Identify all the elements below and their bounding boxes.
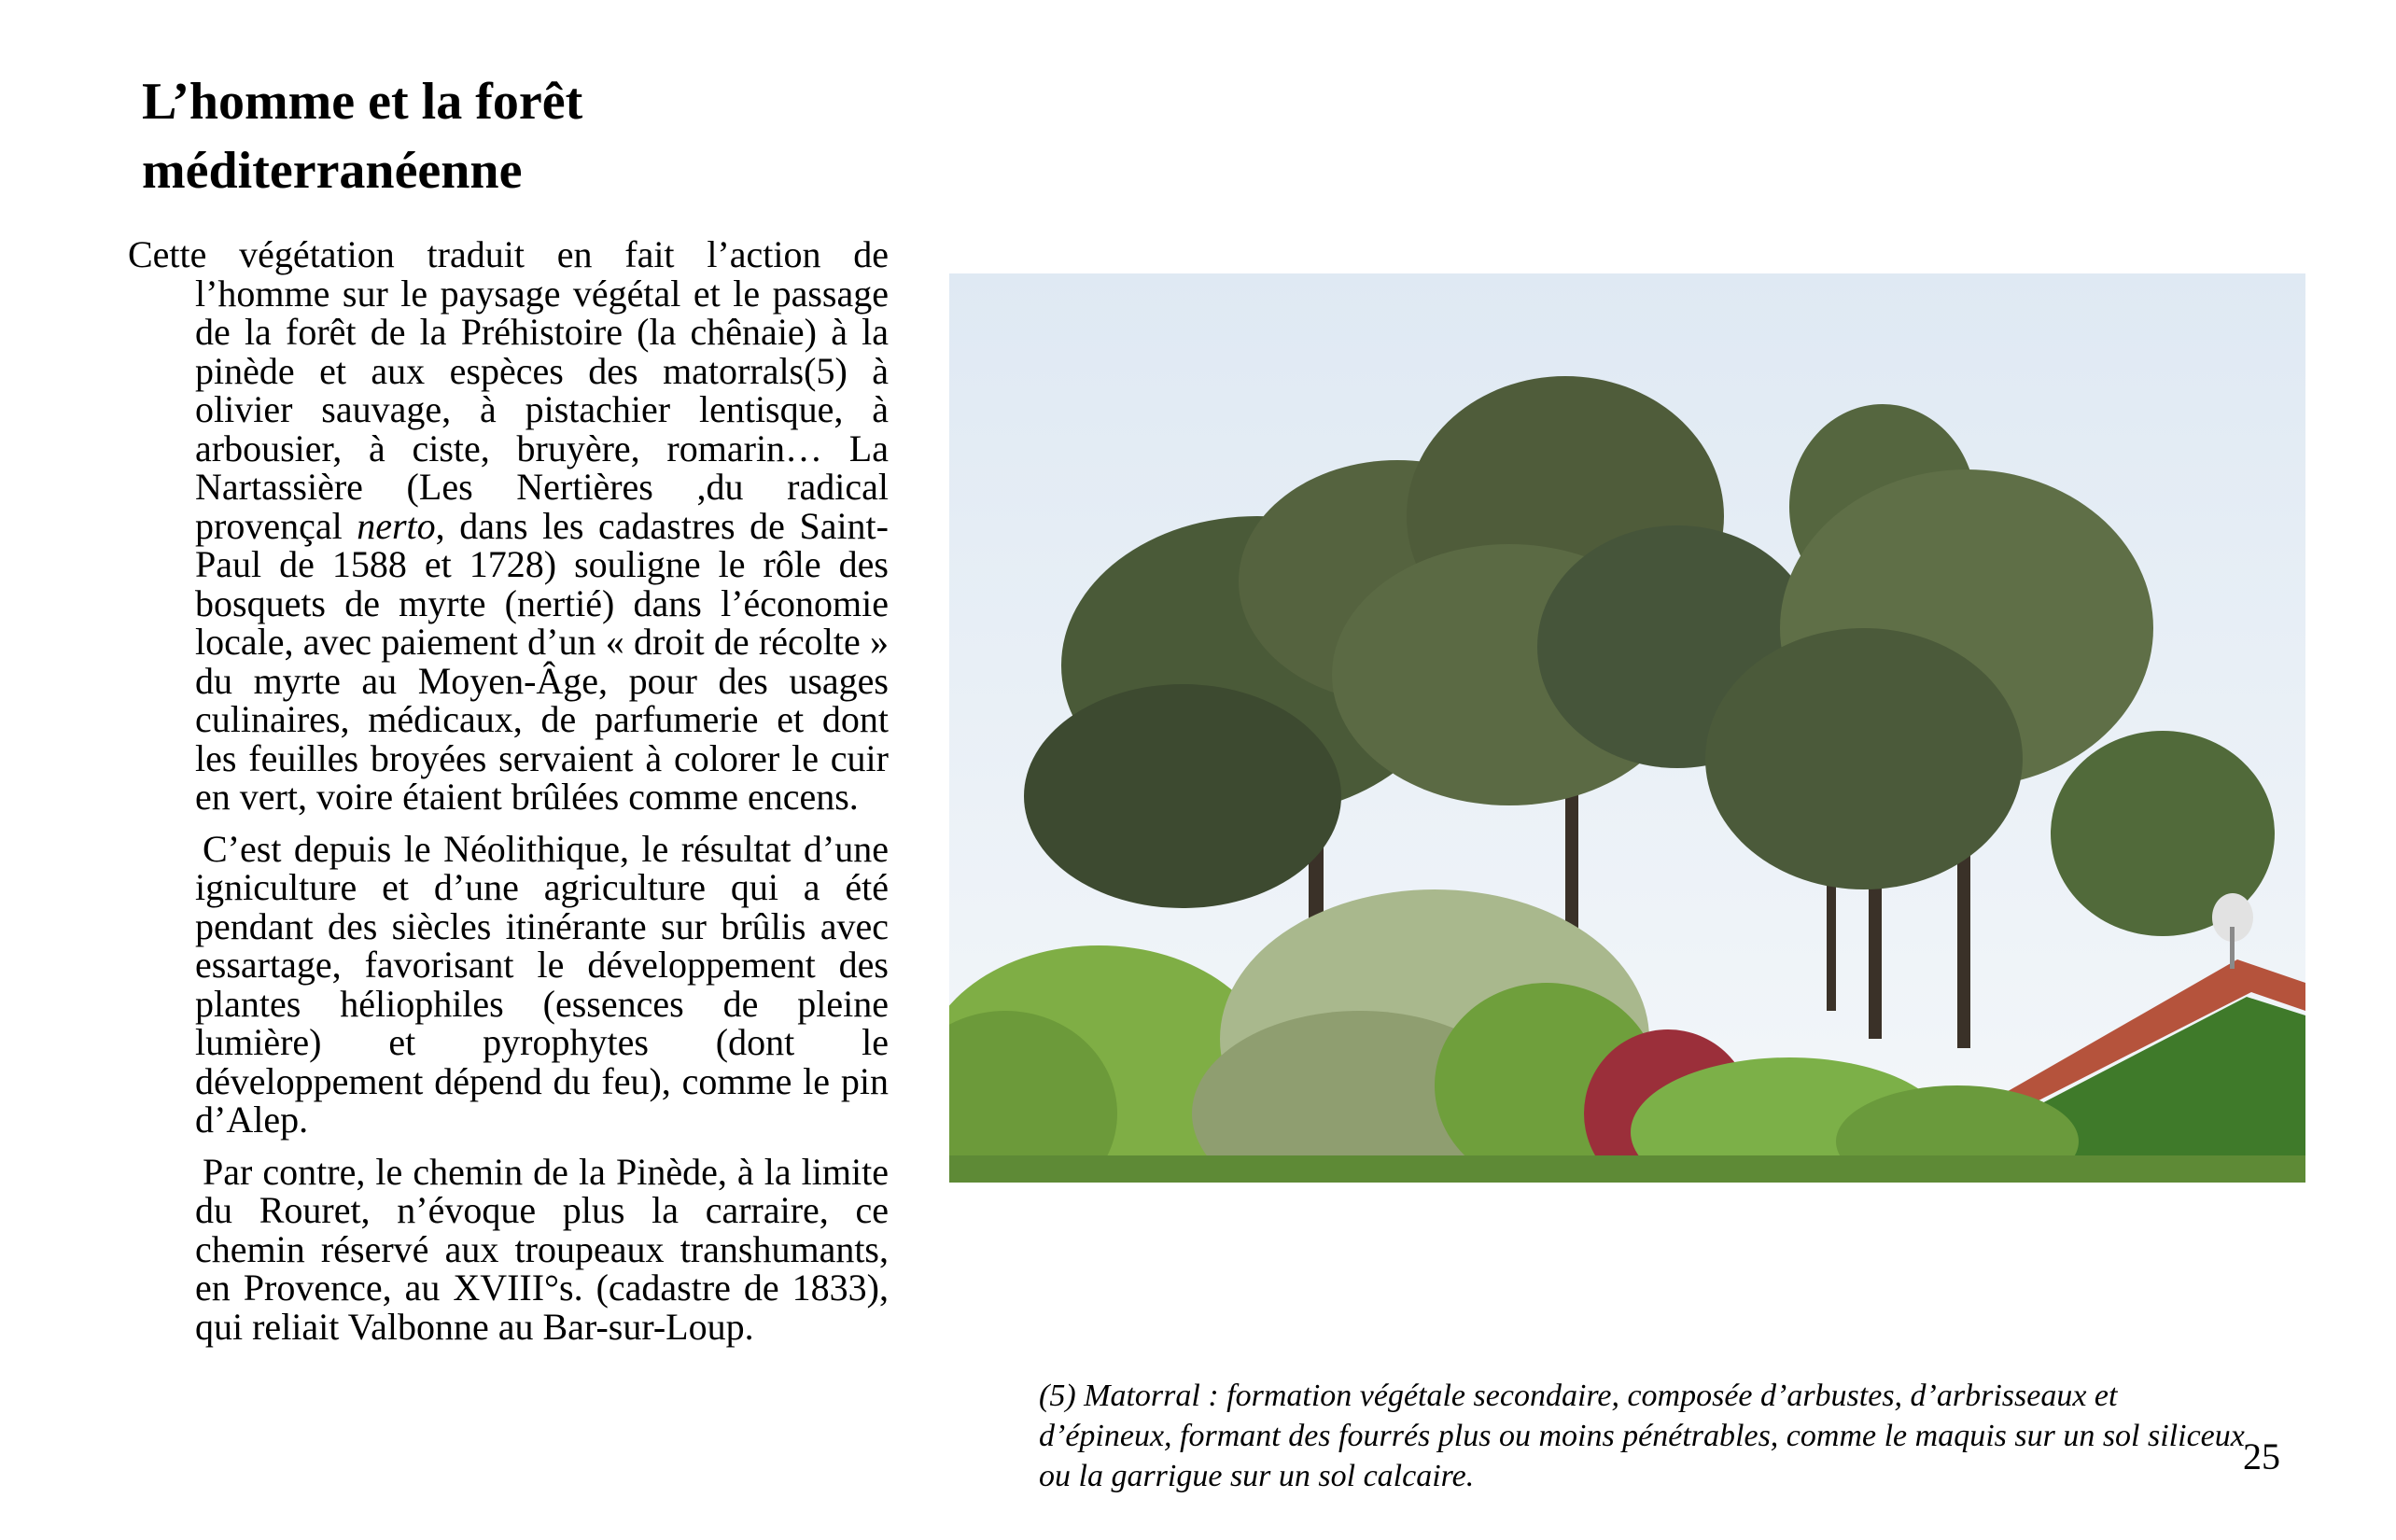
body-text (128, 235, 889, 1353)
paragraph-1-italic: nerto (357, 504, 436, 547)
landscape-photo (949, 273, 2305, 1183)
paragraph-1-part-b: , dans les cadastres de Saint-Paul de 1588 et 1728) souligne le rôle des bosquets de myrte (nertié) dans l’économie locale, avec paiement d’un « droit de récolte » du myrte au Moyen-Âge, pour des usages culinaires, médicaux, de parfumerie et dont les feuilles broyées servaient à colorer le cuir en vert, voire étaient brûlées comme encens. (195, 504, 889, 818)
paragraph-1-part-a: Cette végétation traduit en fait l’action de l’homme sur le paysage végétal et le passage de la forêt de la Préhistoire (la chênaie) à la pinède et aux espèces des matorrals(5) à olivier sauvage, à pistachier lentisque, à arbousier, à ciste, bruyère, romarin… La Nartassière (Les Nertières ,du radical provençal (128, 233, 889, 547)
title-line-2: méditerranéenne (142, 142, 523, 200)
page-number: 25 (2243, 1435, 2280, 1477)
paragraph-2: C’est depuis le Néolithique, le résultat d’une igniculture et d’une agriculture qui a été pendant des siècles itinérante sur brûlis avec essartage, favorisant le développement des plantes héliophiles (essences de pleine lumière) et pyrophytes (dont le développement dépend du feu), comme le pin d’Alep. (195, 827, 889, 1141)
pine-trees-illustration (949, 273, 2305, 1183)
paragraph-1 (128, 235, 889, 817)
paragraph-3: Par contre, le chemin de la Pinède, à la limite du Rouret, n’évoque plus la carraire, ce chemin réservé aux troupeaux transhumants, en Provence, au XVIII°s. (cadastre de 1833), qui reliait Valbonne au Bar-sur-Loup. (195, 1150, 889, 1348)
title-line-1: L’homme et la forêt (142, 73, 583, 131)
page-title (142, 67, 795, 205)
footnote-caption: (5) Matorral : formation végétale secondaire, composée d’arbustes, d’arbrisseaux et d’épineux, formant des fourrés plus ou moins pénétrables, comme le maquis sur un sol siliceux ou la garrigue sur un sol calcaire. (1039, 1379, 2245, 1493)
